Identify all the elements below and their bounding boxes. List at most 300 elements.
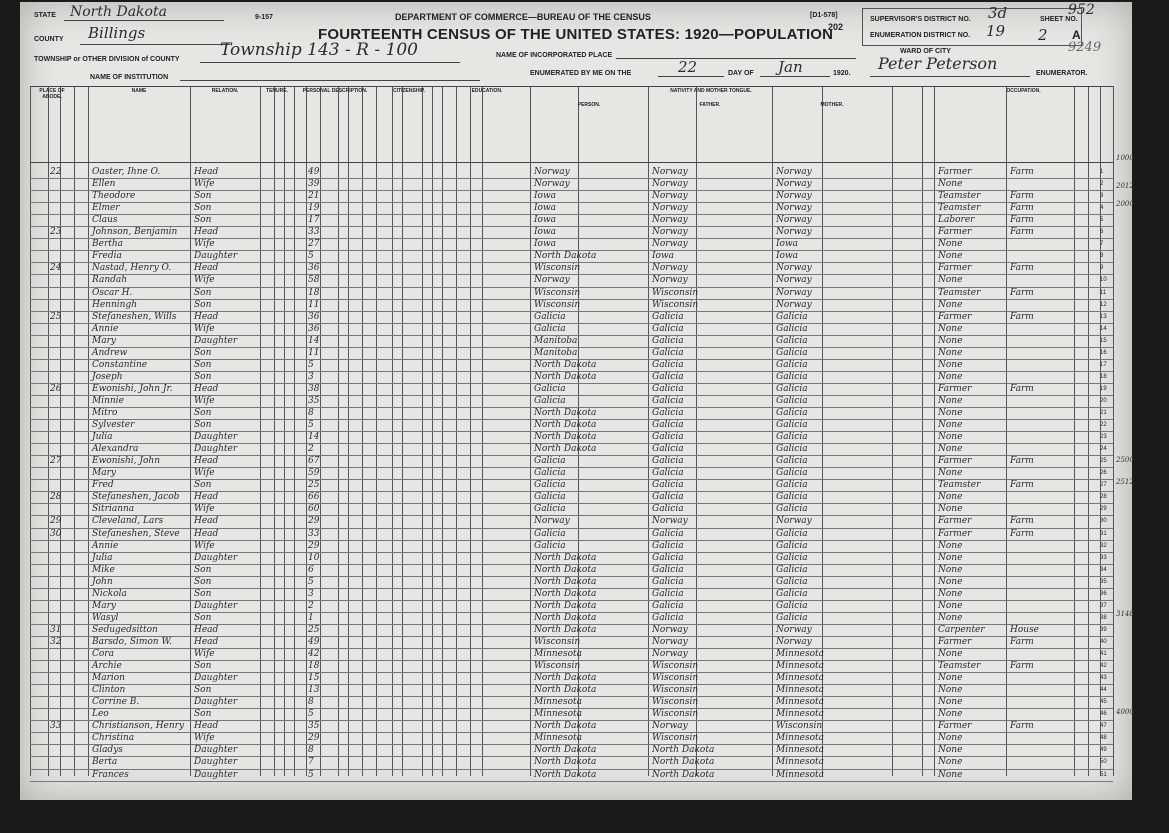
person-name: Elmer xyxy=(92,203,120,214)
person-name: Andrew xyxy=(92,347,128,358)
industry: Farm xyxy=(1010,480,1034,491)
mother-birthplace: Norway xyxy=(776,263,812,274)
age: 21 xyxy=(308,191,320,202)
industry: Farm xyxy=(1010,516,1034,527)
mother-birthplace: Wisconsin xyxy=(776,721,823,732)
dwelling-number: 27 xyxy=(50,456,62,467)
age: 5 xyxy=(308,709,314,720)
father-birthplace: Galicia xyxy=(652,480,684,491)
table-row xyxy=(30,166,1113,178)
person-name: Mary xyxy=(92,335,116,346)
relation: Daughter xyxy=(194,251,238,262)
father-birthplace: Norway xyxy=(652,624,688,635)
mother-birthplace: Norway xyxy=(776,636,812,647)
occupation: None xyxy=(938,335,963,346)
age: 5 xyxy=(308,251,314,262)
table-row xyxy=(30,552,1113,564)
father-birthplace: Galicia xyxy=(652,383,684,394)
relation: Wife xyxy=(194,395,215,406)
father-birthplace: Wisconsin xyxy=(652,299,699,310)
nativity-subheader: MOTHER. xyxy=(820,102,844,108)
relation: Son xyxy=(194,347,212,358)
birthplace: Galicia xyxy=(534,468,566,479)
table-row xyxy=(30,636,1113,648)
enumeration-month: Jan xyxy=(778,58,803,76)
table-row xyxy=(30,287,1113,299)
township-label: TOWNSHIP or OTHER DIVISION of COUNTY xyxy=(34,56,180,63)
form-number: 9-157 xyxy=(255,14,273,21)
table-row xyxy=(30,214,1113,226)
table-row xyxy=(30,769,1113,781)
table-row xyxy=(30,419,1113,431)
table-row xyxy=(30,744,1113,756)
table-row xyxy=(30,383,1113,395)
mother-birthplace: Galicia xyxy=(776,347,808,358)
table-row xyxy=(30,515,1113,527)
occupation: Teamster xyxy=(938,661,981,672)
row-number: 48 xyxy=(1100,735,1107,742)
mother-birthplace: Minnesota xyxy=(776,709,825,720)
occupation: Farmer xyxy=(938,456,972,467)
relation: Daughter xyxy=(194,745,238,756)
person-name: Christianson, Henry xyxy=(92,721,185,732)
row-number: 34 xyxy=(1100,566,1107,573)
mother-birthplace: Galicia xyxy=(776,576,808,587)
table-row xyxy=(30,250,1113,262)
census-title: FOURTEENTH CENSUS OF THE UNITED STATES: 1920—POPULATION xyxy=(318,26,834,43)
birthplace: Wisconsin xyxy=(534,299,581,310)
occupation: None xyxy=(938,564,963,575)
mother-birthplace: Galicia xyxy=(776,395,808,406)
table-row xyxy=(30,491,1113,503)
occupation: None xyxy=(938,371,963,382)
row-number: 1 xyxy=(1100,169,1104,175)
father-birthplace: Galicia xyxy=(652,456,684,467)
father-birthplace: Galicia xyxy=(652,432,684,443)
age: 33 xyxy=(308,227,320,238)
father-birthplace: Galicia xyxy=(652,395,684,406)
column-group-header: NAME xyxy=(131,88,147,94)
person-name: Bertha xyxy=(92,239,124,250)
occupation: None xyxy=(938,612,963,623)
table-row xyxy=(30,238,1113,250)
row-number: 29 xyxy=(1100,506,1107,513)
row-number: 27 xyxy=(1100,482,1107,489)
age: 25 xyxy=(308,480,320,491)
birthplace: North Dakota xyxy=(534,420,597,431)
occupation: Farmer xyxy=(938,383,972,394)
father-birthplace: Galicia xyxy=(652,504,684,515)
dwelling-number: 30 xyxy=(50,528,62,539)
relation: Wife xyxy=(194,239,215,250)
industry: House xyxy=(1010,624,1040,635)
row-number: 10 xyxy=(1100,277,1107,284)
table-row xyxy=(30,696,1113,708)
row-number: 24 xyxy=(1100,446,1107,453)
row-number: 25 xyxy=(1100,458,1107,465)
grid-column-line xyxy=(1113,86,1114,776)
table-row xyxy=(30,576,1113,588)
person-name: Alexandra xyxy=(92,444,139,455)
occupation: None xyxy=(938,540,963,551)
mother-birthplace: Galicia xyxy=(776,456,808,467)
mother-birthplace: Galicia xyxy=(776,552,808,563)
father-birthplace: Norway xyxy=(652,263,688,274)
father-birthplace: Galicia xyxy=(652,552,684,563)
column-group-header: TENURE. xyxy=(266,88,288,94)
occupation: Farmer xyxy=(938,311,972,322)
state-value: North Dakota xyxy=(70,4,167,20)
enumeration-day: 22 xyxy=(678,58,698,76)
dwelling-number: 33 xyxy=(50,721,62,732)
person-name: Julia xyxy=(92,432,113,443)
dwelling-number: 23 xyxy=(50,227,62,238)
birthplace: Wisconsin xyxy=(534,661,581,672)
birthplace: North Dakota xyxy=(534,251,597,262)
column-group-header: PERSONAL DESCRIPTION. xyxy=(302,88,368,94)
table-row xyxy=(30,311,1113,323)
person-name: Fredia xyxy=(92,251,122,262)
mother-birthplace: Galicia xyxy=(776,480,808,491)
row-number: 26 xyxy=(1100,470,1107,477)
occupation: None xyxy=(938,239,963,250)
mother-birthplace: Minnesota xyxy=(776,745,825,756)
person-name: Henningh xyxy=(92,299,137,310)
column-group-header: RELATION. xyxy=(211,88,239,94)
person-name: Frances xyxy=(92,769,129,780)
table-row xyxy=(30,756,1113,768)
father-birthplace: Galicia xyxy=(652,335,684,346)
mother-birthplace: Minnesota xyxy=(776,673,825,684)
father-birthplace: Norway xyxy=(652,167,688,177)
birthplace: Iowa xyxy=(534,191,557,202)
stamp-number: 952 xyxy=(1068,2,1095,18)
sheet-value: 2 xyxy=(1038,26,1048,44)
relation: Daughter xyxy=(194,697,238,708)
father-birthplace: Wisconsin xyxy=(652,697,699,708)
relation: Head xyxy=(194,263,219,274)
year-label: 1920. xyxy=(833,70,851,77)
row-number: 6 xyxy=(1100,229,1104,236)
table-row xyxy=(30,455,1113,467)
age: 49 xyxy=(308,167,320,177)
occupation: None xyxy=(938,757,963,768)
relation: Head xyxy=(194,456,219,467)
row-number: 31 xyxy=(1100,530,1107,537)
relation: Head xyxy=(194,516,219,527)
row-number: 43 xyxy=(1100,675,1107,682)
relation: Son xyxy=(194,299,212,310)
industry: Farm xyxy=(1010,636,1034,647)
father-birthplace: Norway xyxy=(652,227,688,238)
father-birthplace: Iowa xyxy=(652,251,675,262)
row-number: 28 xyxy=(1100,494,1107,501)
age: 5 xyxy=(308,359,314,370)
birthplace: Minnesota xyxy=(534,733,583,744)
row-number: 40 xyxy=(1100,638,1107,645)
occupation: None xyxy=(938,432,963,443)
age: 60 xyxy=(308,504,320,515)
mother-birthplace: Norway xyxy=(776,167,812,177)
industry: Farm xyxy=(1010,167,1034,177)
age: 17 xyxy=(308,215,320,226)
table-row xyxy=(30,720,1113,732)
mother-birthplace: Minnesota xyxy=(776,649,825,659)
dwelling-number: 26 xyxy=(50,383,62,394)
nativity-subheader: FATHER. xyxy=(699,102,721,108)
row-number: 3 xyxy=(1100,193,1104,200)
table-row xyxy=(30,503,1113,515)
enumeration-district-label: ENUMERATION DISTRICT NO. xyxy=(870,32,971,39)
relation: Son xyxy=(194,576,212,587)
relation: Son xyxy=(194,287,212,298)
birthplace: Iowa xyxy=(534,239,557,250)
mother-birthplace: Minnesota xyxy=(776,697,825,708)
relation: Son xyxy=(194,661,212,672)
birthplace: North Dakota xyxy=(534,673,597,684)
relation: Daughter xyxy=(194,552,238,563)
age: 39 xyxy=(308,179,320,190)
age: 36 xyxy=(308,263,320,274)
relation: Son xyxy=(194,420,212,431)
census-table xyxy=(30,86,1113,780)
person-name: Cora xyxy=(92,649,114,659)
person-name: Wasyl xyxy=(92,612,119,623)
relation: Son xyxy=(194,371,212,382)
industry: Farm xyxy=(1010,287,1034,298)
age: 10 xyxy=(308,552,320,563)
father-birthplace: Norway xyxy=(652,191,688,202)
table-row xyxy=(30,407,1113,419)
occupation: Teamster xyxy=(938,191,981,202)
occupation: Farmer xyxy=(938,227,972,238)
age: 67 xyxy=(308,456,320,467)
age: 11 xyxy=(308,299,320,310)
industry: Farm xyxy=(1010,203,1034,214)
age: 18 xyxy=(308,661,320,672)
row-number: 33 xyxy=(1100,554,1107,561)
age: 29 xyxy=(308,733,320,744)
age: 11 xyxy=(308,347,320,358)
relation: Son xyxy=(194,588,212,599)
dwelling-number: 28 xyxy=(50,492,62,503)
row-number: 19 xyxy=(1100,385,1107,392)
father-birthplace: Galicia xyxy=(652,468,684,479)
age: 33 xyxy=(308,528,320,539)
person-name: Mary xyxy=(92,468,116,479)
table-row xyxy=(30,226,1113,238)
father-birthplace: Wisconsin xyxy=(652,733,699,744)
industry: Farm xyxy=(1010,661,1034,672)
table-row xyxy=(30,660,1113,672)
relation: Daughter xyxy=(194,335,238,346)
person-name: Randah xyxy=(92,275,128,286)
row-number: 12 xyxy=(1100,301,1107,308)
mother-birthplace: Galicia xyxy=(776,612,808,623)
dwelling-number: 32 xyxy=(50,636,62,647)
father-birthplace: Galicia xyxy=(652,371,684,382)
column-group-header: EDUCATION. xyxy=(471,88,503,94)
mother-birthplace: Galicia xyxy=(776,588,808,599)
person-name: Minnie xyxy=(92,395,124,406)
relation: Head xyxy=(194,492,219,503)
table-row xyxy=(30,708,1113,720)
occupation: None xyxy=(938,468,963,479)
age: 3 xyxy=(308,588,314,599)
dwelling-number: 31 xyxy=(50,624,62,635)
table-row xyxy=(30,648,1113,660)
birthplace: Minnesota xyxy=(534,649,583,659)
birthplace: Galicia xyxy=(534,395,566,406)
table-row xyxy=(30,732,1113,744)
age: 27 xyxy=(308,239,320,250)
person-name: Corrine B. xyxy=(92,697,140,708)
mother-birthplace: Norway xyxy=(776,516,812,527)
birthplace: Galicia xyxy=(534,504,566,515)
mother-birthplace: Galicia xyxy=(776,600,808,611)
age: 8 xyxy=(308,697,314,708)
occupation: Farmer xyxy=(938,528,972,539)
relation: Daughter xyxy=(194,769,238,780)
column-group-header: OCCUPATION. xyxy=(1006,88,1041,94)
father-birthplace: Galicia xyxy=(652,347,684,358)
table-row xyxy=(30,299,1113,311)
father-birthplace: Norway xyxy=(652,203,688,214)
supervisor-value: 3d xyxy=(988,4,1008,22)
age: 2 xyxy=(308,444,314,455)
mother-birthplace: Norway xyxy=(776,203,812,214)
county-label: COUNTY xyxy=(34,36,64,43)
relation: Daughter xyxy=(194,444,238,455)
row-number: 39 xyxy=(1100,626,1107,633)
dwelling-number: 22 xyxy=(50,167,62,177)
relation: Daughter xyxy=(194,600,238,611)
table-row xyxy=(30,347,1113,359)
birthplace: Galicia xyxy=(534,311,566,322)
person-name: Oaster, Ihne O. xyxy=(92,167,161,177)
occupation: None xyxy=(938,444,963,455)
township-value: Township 143 - R - 100 xyxy=(220,40,418,60)
person-name: Nastad, Henry O. xyxy=(92,263,172,274)
person-name: Mitro xyxy=(92,408,118,418)
age: 15 xyxy=(308,673,320,684)
birthplace: Minnesota xyxy=(534,709,583,720)
person-name: Sitrianna xyxy=(92,504,135,515)
row-number: 7 xyxy=(1100,241,1104,248)
occupation: None xyxy=(938,552,963,563)
father-birthplace: Norway xyxy=(652,636,688,647)
ward-label: WARD OF CITY xyxy=(900,48,951,55)
age: 66 xyxy=(308,492,320,503)
mother-birthplace: Galicia xyxy=(776,444,808,455)
institution-label: NAME OF INSTITUTION xyxy=(90,74,169,81)
relation: Daughter xyxy=(194,432,238,443)
relation: Head xyxy=(194,383,219,394)
relation: Head xyxy=(194,636,219,647)
father-birthplace: North Dakota xyxy=(652,745,715,756)
person-name: Annie xyxy=(92,540,119,551)
enumeration-district-value: 19 xyxy=(986,22,1006,40)
mother-birthplace: Galicia xyxy=(776,335,808,346)
birthplace: Galicia xyxy=(534,456,566,467)
row-number: 42 xyxy=(1100,663,1107,670)
father-birthplace: Wisconsin xyxy=(652,661,699,672)
birthplace: North Dakota xyxy=(534,564,597,575)
birthplace: Wisconsin xyxy=(534,287,581,298)
relation: Son xyxy=(194,685,212,696)
mother-birthplace: Norway xyxy=(776,287,812,298)
age: 18 xyxy=(308,287,320,298)
father-birthplace: Wisconsin xyxy=(652,709,699,720)
supervisor-label: SUPERVISOR'S DISTRICT NO. xyxy=(870,16,971,23)
nativity-subheader: PERSON. xyxy=(577,102,601,108)
occupation: None xyxy=(938,359,963,370)
person-name: Gladys xyxy=(92,745,123,756)
table-row xyxy=(30,564,1113,576)
age: 6 xyxy=(308,564,314,575)
occupation: None xyxy=(938,733,963,744)
occupation: None xyxy=(938,408,963,418)
row-number: 32 xyxy=(1100,542,1107,549)
mother-birthplace: Galicia xyxy=(776,492,808,503)
person-name: Barsdo, Simon W. xyxy=(92,636,172,647)
table-row xyxy=(30,178,1113,190)
occupation: None xyxy=(938,685,963,696)
father-birthplace: Norway xyxy=(652,649,688,659)
father-birthplace: Wisconsin xyxy=(652,673,699,684)
age: 36 xyxy=(308,311,320,322)
father-birthplace: Norway xyxy=(652,721,688,732)
relation: Head xyxy=(194,624,219,635)
occupation: None xyxy=(938,251,963,262)
row-number: 36 xyxy=(1100,590,1107,597)
enumerator-name: Peter Peterson xyxy=(878,54,998,73)
father-birthplace: Wisconsin xyxy=(652,685,699,696)
birthplace: Galicia xyxy=(534,323,566,334)
table-row xyxy=(30,612,1113,624)
county-value: Billings xyxy=(88,24,146,42)
mother-birthplace: Norway xyxy=(776,215,812,226)
industry: Farm xyxy=(1010,227,1034,238)
birthplace: Galicia xyxy=(534,492,566,503)
person-name: Stefaneshen, Jacob xyxy=(92,492,180,503)
occupation: None xyxy=(938,492,963,503)
table-row xyxy=(30,600,1113,612)
dwelling-number: 25 xyxy=(50,311,62,322)
mother-birthplace: Norway xyxy=(776,299,812,310)
father-birthplace: Galicia xyxy=(652,528,684,539)
mother-birthplace: Galicia xyxy=(776,528,808,539)
table-row xyxy=(30,323,1113,335)
mother-birthplace: Galicia xyxy=(776,323,808,334)
grid-header-line xyxy=(30,162,1113,163)
relation: Son xyxy=(194,408,212,418)
row-number: 44 xyxy=(1100,687,1107,694)
row-number: 22 xyxy=(1100,422,1107,429)
relation: Head xyxy=(194,311,219,322)
father-birthplace: Galicia xyxy=(652,600,684,611)
relation: Wife xyxy=(194,468,215,479)
dwelling-number: 29 xyxy=(50,516,62,527)
occupation: Teamster xyxy=(938,203,981,214)
table-row xyxy=(30,684,1113,696)
row-number: 11 xyxy=(1100,289,1107,296)
person-name: Sedugedsitton xyxy=(92,624,158,635)
birthplace: Galicia xyxy=(534,383,566,394)
birthplace: Iowa xyxy=(534,203,557,214)
row-number: 4 xyxy=(1100,205,1104,212)
row-number: 17 xyxy=(1100,361,1107,368)
